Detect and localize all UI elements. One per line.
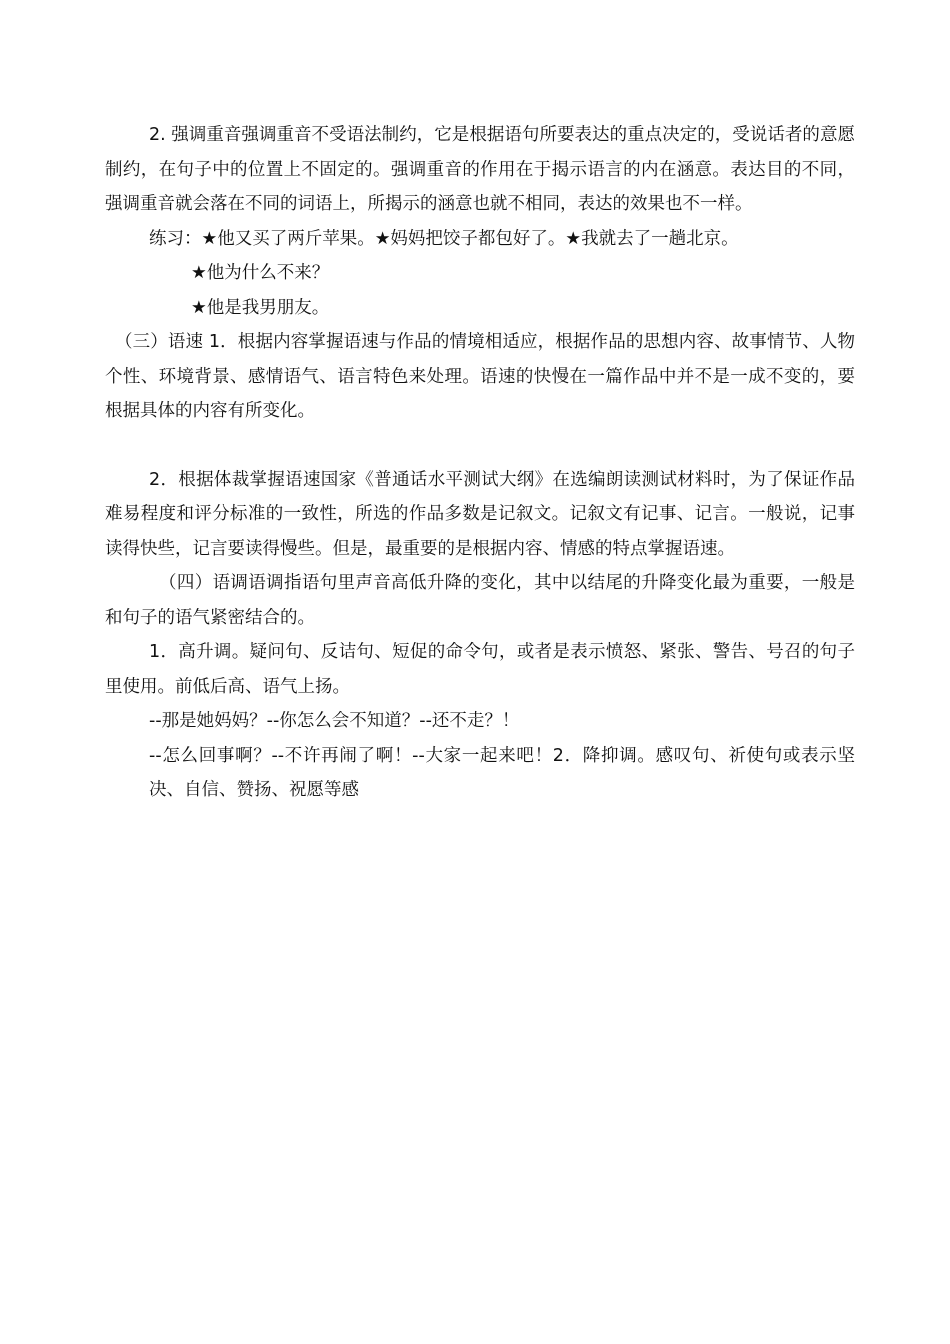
paragraph-rising-tone: 1．高升调。疑问句、反诘句、短促的命令句，或者是表示愤怒、紧张、警告、号召的句子里使用。前低后高、语气上扬。 [105,642,855,697]
paragraph-practice: 练习：★他又买了两斤苹果。★妈妈把饺子都包好了。★我就去了一趟北京。 [149,228,739,249]
document-body [105,118,855,808]
practice-item-why-not-come: ★他为什么不来？ [191,263,330,283]
practice-item-boyfriend: ★他是我男朋友。 [191,297,330,318]
example-rising-1: --那是她妈妈？--你怎么会不知道？--还不走？！ [149,711,520,731]
paragraph-gap [105,429,855,463]
paragraph-intonation: （四）语调语调指语句里声音高低升降的变化，其中以结尾的升降变化最为重要，一般是和句子的语气紧密结合的。 [105,573,855,628]
paragraph-speech-rate: （三）语速 1．根据内容掌握语速与作品的情境相适应，根据作品的思想内容、故事情节、人物个性、环境背景、感情语气、语言特色来处理。语速的快慢在一篇作品中并不是一成不变的，要根据具体的内容有所变化。 [105,332,855,421]
paragraph-genre-rate: 2．根据体裁掌握语速国家《普通话水平测试大纲》在选编朗读测试材料时，为了保证作品难易程度和评分标准的一致性，所选的作品多数是记叙文。记叙文有记事、记言。一般说，记事读得快些，记言要读得慢些。但是，最重要的是根据内容、情感的特点掌握语速。 [105,469,855,559]
example-rising-2: --怎么回事啊？--不许再闹了啊！--大家一起来吧！2．降抑调。感叹句、祈使句或表示坚决、自信、赞扬、祝愿等感 [149,745,855,800]
paragraph-emphasis-stress: 2. 强调重音强调重音不受语法制约，它是根据语句所要表达的重点决定的，受说话者的意愿制约，在句子中的位置上不固定的。强调重音的作用在于揭示语言的内在涵意。表达目的不同，强调重音就会落在不同的词语上，所揭示的涵意也就不相同，表达的效果也不一样。 [105,125,855,214]
